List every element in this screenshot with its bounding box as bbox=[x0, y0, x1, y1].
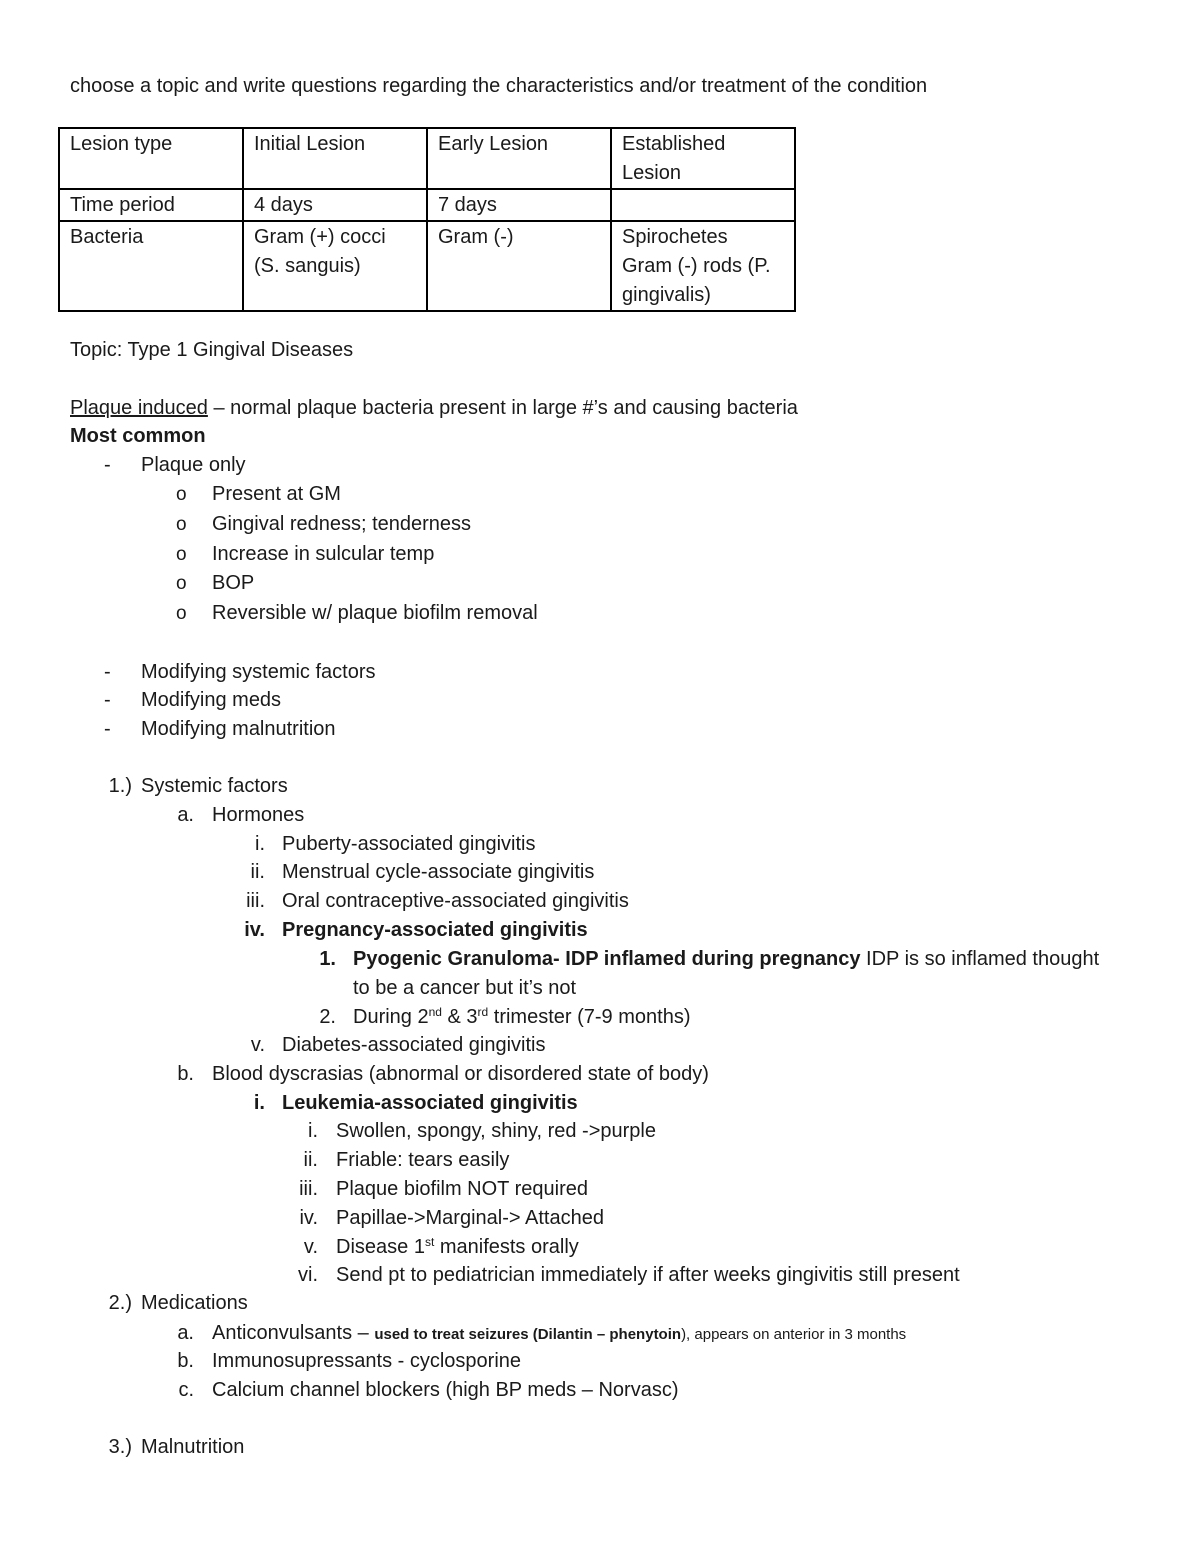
list-item: Increase in sulcular temp bbox=[212, 543, 435, 565]
list-item: Blood dyscrasias (abnormal or disordered state of body) bbox=[212, 1063, 709, 1085]
list-item bbox=[353, 945, 1099, 974]
list-item bbox=[336, 1233, 579, 1262]
bullet-marker: o bbox=[176, 603, 187, 624]
plaque-induced-definition: – normal plaque bacteria present in large #’s and causing bacteria bbox=[207, 397, 798, 419]
list-marker: 1. bbox=[319, 948, 336, 970]
cell-line: Gram (-) rods (P. bbox=[622, 255, 771, 277]
dash-marker: - bbox=[104, 454, 111, 476]
list-marker: iii. bbox=[299, 1178, 318, 1200]
table-cell bbox=[243, 221, 427, 311]
list-marker: 3.) bbox=[108, 1436, 132, 1458]
trimester-text-c: trimester (7-9 months) bbox=[488, 1006, 691, 1028]
anticonvulsants-text: Anticonvulsants bbox=[212, 1322, 353, 1344]
list-marker: i. bbox=[253, 1092, 265, 1114]
cell-line: Spirochetes bbox=[622, 226, 728, 248]
list-item: Papillae->Marginal-> Attached bbox=[336, 1207, 604, 1229]
table-row bbox=[59, 221, 795, 311]
list-item bbox=[212, 1319, 906, 1349]
bullet-marker: o bbox=[176, 544, 187, 565]
list-marker: 2.) bbox=[108, 1292, 132, 1314]
pyogenic-granuloma-text: Pyogenic Granuloma- IDP inflamed during pregnancy bbox=[353, 948, 861, 970]
superscript: nd bbox=[428, 1005, 442, 1019]
cell-line: Gram (+) cocci bbox=[254, 226, 386, 248]
lesion-table bbox=[58, 127, 796, 312]
table-cell: 7 days bbox=[427, 189, 611, 221]
list-marker: 1.) bbox=[108, 775, 132, 797]
list-item: Puberty-associated gingivitis bbox=[282, 833, 536, 855]
anticonvulsants-after: ), appears on anterior in 3 months bbox=[681, 1326, 907, 1343]
list-marker: b. bbox=[177, 1063, 194, 1085]
topic-heading: Topic: Type 1 Gingival Diseases bbox=[70, 339, 354, 361]
superscript: rd bbox=[477, 1005, 489, 1019]
list-item: BOP bbox=[212, 572, 255, 594]
most-common-label: Most common bbox=[70, 425, 206, 447]
table-cell: Gram (-) bbox=[427, 221, 611, 311]
list-marker: i. bbox=[308, 1120, 318, 1142]
list-item: Swollen, spongy, shiny, red ->purple bbox=[336, 1120, 656, 1142]
list-marker: b. bbox=[177, 1350, 194, 1372]
pyogenic-granuloma-rest: IDP is so inflamed thought bbox=[860, 948, 1100, 970]
list-item: Leukemia-associated gingivitis bbox=[282, 1092, 578, 1114]
disease-rest: manifests orally bbox=[434, 1236, 579, 1258]
list-item: Calcium channel blockers (high BP meds – Norvasc) bbox=[212, 1379, 679, 1401]
list-item: Friable: tears easily bbox=[336, 1149, 510, 1171]
list-marker: 2. bbox=[319, 1006, 336, 1028]
anticonvulsants-drug: Dilantin – phenytoin bbox=[537, 1326, 682, 1343]
list-item: Hormones bbox=[212, 804, 305, 826]
list-marker: a. bbox=[177, 804, 194, 826]
section-heading: Malnutrition bbox=[141, 1436, 245, 1458]
list-marker: c. bbox=[178, 1379, 194, 1401]
list-item: Reversible w/ plaque biofilm removal bbox=[212, 602, 538, 624]
table-cell bbox=[611, 221, 795, 311]
list-marker: v. bbox=[303, 1236, 318, 1258]
list-item: Diabetes-associated gingivitis bbox=[282, 1034, 546, 1056]
disease-text: Disease 1 bbox=[336, 1236, 425, 1258]
table-row bbox=[59, 128, 795, 189]
list-item: Present at GM bbox=[212, 483, 341, 505]
table-row bbox=[59, 189, 795, 221]
list-item: Modifying malnutrition bbox=[141, 718, 336, 740]
cell-line: (S. sanguis) bbox=[254, 255, 361, 277]
table-header-cell: Lesion type bbox=[59, 128, 243, 189]
section-heading: Medications bbox=[141, 1292, 248, 1314]
list-item: Pregnancy-associated gingivitis bbox=[282, 919, 588, 941]
list-marker: i. bbox=[255, 833, 265, 855]
table-header-cell: Established Lesion bbox=[611, 128, 795, 189]
list-item: Modifying systemic factors bbox=[141, 661, 376, 683]
list-marker: iv. bbox=[244, 919, 265, 941]
trimester-text-a: During 2 bbox=[353, 1006, 429, 1028]
list-item bbox=[353, 1003, 690, 1032]
cell-line: gingivalis) bbox=[622, 284, 711, 306]
list-marker: a. bbox=[177, 1322, 194, 1344]
list-marker: vi. bbox=[298, 1264, 318, 1286]
bullet-marker: o bbox=[176, 573, 187, 594]
list-item: Menstrual cycle-associate gingivitis bbox=[282, 861, 595, 883]
list-marker: ii. bbox=[303, 1149, 318, 1171]
list-item-continuation: to be a cancer but it’s not bbox=[353, 977, 577, 999]
dash-marker: - bbox=[104, 661, 111, 683]
dash-marker: - bbox=[104, 689, 111, 711]
anticonvulsants-used: used to treat seizures ( bbox=[374, 1326, 538, 1343]
anticonvulsants-dash: – bbox=[352, 1322, 375, 1344]
table-cell: 4 days bbox=[243, 189, 427, 221]
table-cell bbox=[611, 189, 795, 221]
superscript: st bbox=[424, 1235, 435, 1249]
table-cell: Bacteria bbox=[59, 221, 243, 311]
list-item: Send pt to pediatrician immediately if after weeks gingivitis still present bbox=[336, 1264, 960, 1286]
list-item: Immunosupressants - cyclosporine bbox=[212, 1350, 522, 1372]
trimester-text-b: & 3 bbox=[441, 1006, 478, 1028]
list-item: Modifying meds bbox=[141, 689, 282, 711]
list-marker: iv. bbox=[299, 1207, 318, 1229]
plaque-induced-line bbox=[70, 394, 798, 423]
table-header-cell: Initial Lesion bbox=[243, 128, 427, 189]
bullet-marker: o bbox=[176, 514, 187, 535]
section-heading: Systemic factors bbox=[141, 775, 288, 797]
list-marker: v. bbox=[250, 1034, 265, 1056]
list-marker: iii. bbox=[246, 890, 265, 912]
instruction-text: choose a topic and write questions regarding the characteristics and/or treatment of the condition bbox=[70, 75, 928, 97]
table-cell: Time period bbox=[59, 189, 243, 221]
list-marker: ii. bbox=[250, 861, 265, 883]
table-header-cell: Early Lesion bbox=[427, 128, 611, 189]
list-item: Plaque biofilm NOT required bbox=[336, 1178, 588, 1200]
plaque-induced-term: Plaque induced bbox=[70, 397, 208, 419]
list-item: Oral contraceptive-associated gingivitis bbox=[282, 890, 629, 912]
dash-marker: - bbox=[104, 718, 111, 740]
plaque-only-label: Plaque only bbox=[141, 454, 246, 476]
list-item: Gingival redness; tenderness bbox=[212, 513, 472, 535]
bullet-marker: o bbox=[176, 484, 187, 505]
